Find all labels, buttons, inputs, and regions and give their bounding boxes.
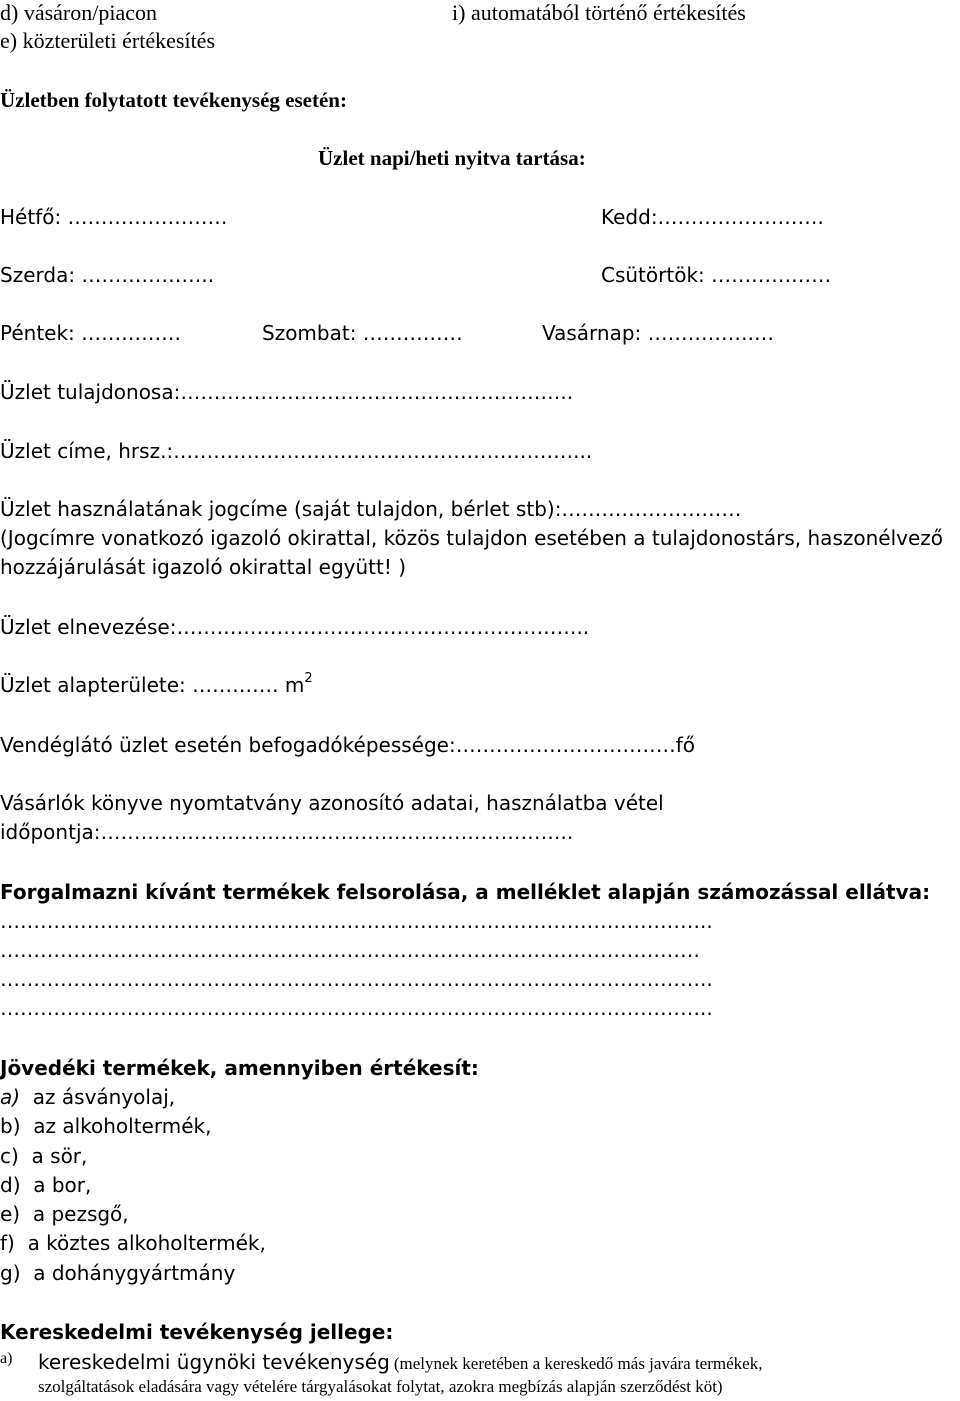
products-heading: Forgalmazni kívánt termékek felsorolása, a melléklet alapján számozással ellátva: bbox=[0, 880, 931, 904]
excise-item-a bbox=[0, 1085, 175, 1109]
products-line-2[interactable]: …………………………………………………………………………………………… bbox=[0, 938, 700, 962]
field-address[interactable]: Üzlet címe, hrsz.:……………………………………………………... bbox=[0, 439, 593, 463]
excise-item-text: az alkoholtermék, bbox=[33, 1114, 212, 1138]
field-sunday[interactable]: Vasárnap: …………….… bbox=[542, 321, 775, 345]
excise-item-text: a bor, bbox=[33, 1173, 92, 1197]
usage-note-2: hozzájárulását igazoló okirattal együtt! ) bbox=[0, 555, 407, 579]
excise-item-text: a pezsgő, bbox=[32, 1202, 129, 1226]
excise-item-d bbox=[0, 1173, 91, 1197]
products-line-4[interactable]: …………………………………………………………………………………………….. bbox=[0, 996, 713, 1020]
option-e: e) közterületi értékesítés bbox=[0, 28, 216, 53]
excise-item-mark: g) bbox=[0, 1261, 21, 1285]
field-owner[interactable]: Üzlet tulajdonosa:………………………………………………….. bbox=[0, 380, 574, 404]
excise-item-text: a sör, bbox=[31, 1144, 88, 1168]
trade-item-a bbox=[0, 1350, 763, 1374]
field-area[interactable] bbox=[0, 673, 313, 697]
field-complaint-book-date[interactable]: időpontja:…………………………………………………………….. bbox=[0, 820, 574, 844]
field-capacity[interactable]: Vendéglátó üzlet esetén befogadóképessége:……………………………fő bbox=[0, 733, 695, 757]
excise-item-f bbox=[0, 1231, 266, 1255]
excise-item-g bbox=[0, 1261, 235, 1285]
trade-item-rest: (melynek keretében a kereskedő más javára termékek, bbox=[393, 1354, 763, 1373]
excise-heading: Jövedéki termékek, amennyiben értékesít: bbox=[0, 1056, 479, 1080]
shop-heading: Üzletben folytatott tevékenység esetén: bbox=[0, 88, 347, 112]
area-label: Üzlet alapterülete: …………. m bbox=[0, 673, 305, 697]
field-tuesday[interactable]: Kedd:……………………. bbox=[601, 205, 824, 229]
excise-item-mark: e) bbox=[0, 1202, 21, 1226]
field-thursday[interactable]: Csütörtök: ……………… bbox=[601, 263, 832, 287]
excise-item-text: az ásványolaj, bbox=[32, 1085, 176, 1109]
field-wednesday[interactable]: Szerda: ……………….. bbox=[0, 263, 215, 287]
area-unit-exponent: 2 bbox=[304, 671, 313, 687]
excise-item-mark: f) bbox=[0, 1231, 15, 1255]
products-line-3[interactable]: …………………………………………………………………………………………….. bbox=[0, 967, 713, 991]
field-friday[interactable]: Péntek: …………… bbox=[0, 321, 182, 345]
field-shop-name[interactable]: Üzlet elnevezése:…………………………………………………….. bbox=[0, 615, 590, 639]
excise-item-mark: a) bbox=[0, 1085, 21, 1109]
field-saturday[interactable]: Szombat: …………… bbox=[262, 321, 463, 345]
field-monday[interactable]: Hétfő: …………………… bbox=[0, 205, 228, 229]
products-line-1[interactable]: …………………………………………………………………………………………….. bbox=[0, 909, 713, 933]
trade-heading: Kereskedelmi tevékenység jellege: bbox=[0, 1320, 394, 1344]
trade-item-mark: a) bbox=[0, 1350, 13, 1367]
usage-note-1: (Jogcímre vonatkozó igazoló okirattal, közös tulajdon esetében a tulajdonostárs, haszonélvező bbox=[0, 526, 944, 550]
field-usage-title[interactable]: Üzlet használatának jogcíme (saját tulajdon, bérlet stb):……………………… bbox=[0, 497, 742, 521]
complaint-book-label: Vásárlók könyve nyomtatvány azonosító adatai, használatba vétel bbox=[0, 791, 664, 815]
option-i: i) automatából történő értékesítés bbox=[452, 0, 746, 25]
hours-heading: Üzlet napi/heti nyitva tartása: bbox=[318, 146, 586, 170]
excise-item-e bbox=[0, 1202, 129, 1226]
excise-item-text: a dohánygyártmány bbox=[33, 1261, 236, 1285]
option-d: d) vásáron/piacon bbox=[0, 0, 157, 25]
excise-item-mark: c) bbox=[0, 1144, 19, 1168]
excise-item-mark: d) bbox=[0, 1173, 21, 1197]
trade-item-lead: kereskedelmi ügynöki tevékenység bbox=[38, 1350, 390, 1374]
trade-item-line2: szolgáltatások eladására vagy vételére tárgyalásokat folytat, azokra megbízás alapján szerződést köt) bbox=[38, 1377, 723, 1396]
excise-item-b bbox=[0, 1114, 211, 1138]
excise-item-c bbox=[0, 1144, 87, 1168]
excise-item-mark: b) bbox=[0, 1114, 21, 1138]
excise-item-text: a köztes alkoholtermék, bbox=[27, 1231, 266, 1255]
